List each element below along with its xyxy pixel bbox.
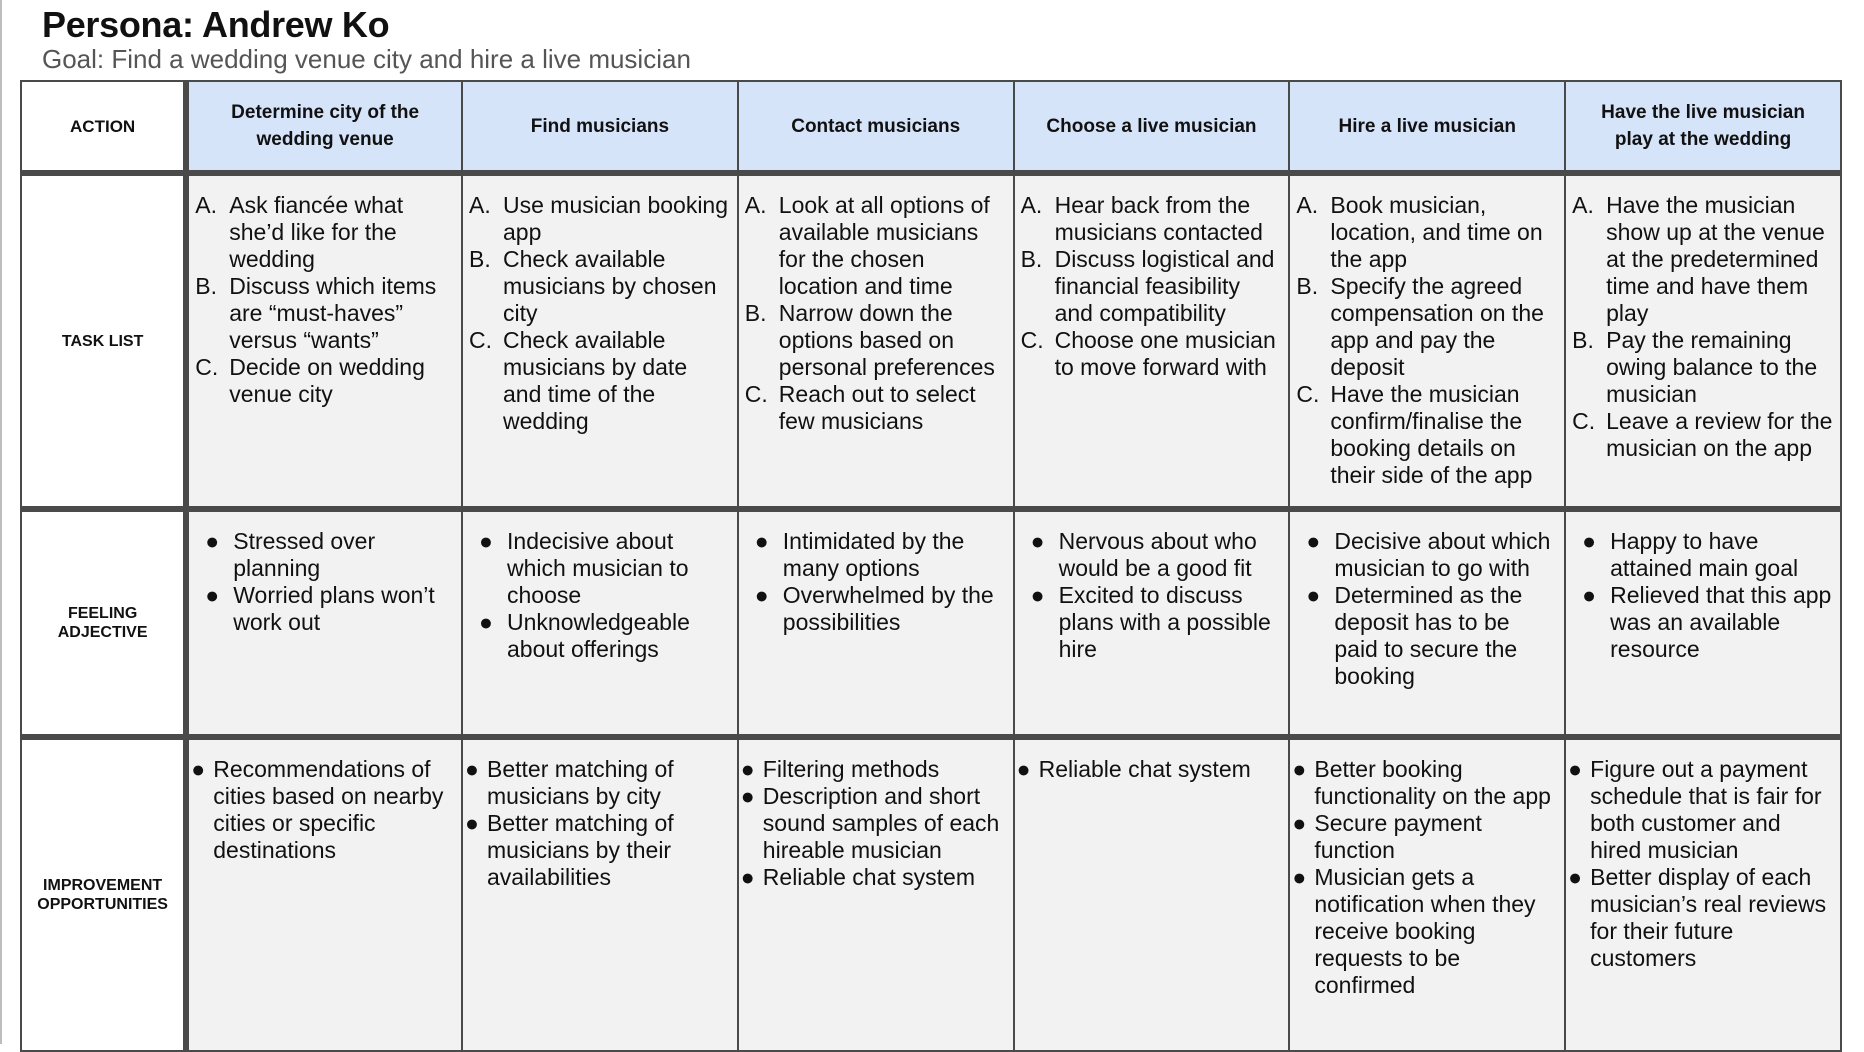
bullet-icon: ● (740, 756, 755, 782)
task-marker: C. (744, 381, 768, 407)
task-marker: C. (469, 327, 493, 353)
feeling-text: Intimidated by the many options (782, 528, 965, 581)
improvement-item (741, 864, 1007, 891)
task-text: Ask fiancée what she’d like for the wedding (229, 192, 404, 272)
stage-2-improvements (462, 737, 738, 1051)
task-item (1572, 408, 1834, 462)
improvement-text: Musician gets a notification when they receive booking requests to be confirmed (1314, 864, 1536, 998)
task-text: Decide on wedding venue city (229, 354, 425, 407)
task-item (195, 273, 455, 354)
task-text: Hear back from the musicians contacted (1054, 192, 1263, 245)
task-marker: B. (195, 273, 217, 299)
improvement-text: Better matching of musicians by their availabilities (487, 810, 674, 890)
task-item (1572, 327, 1834, 408)
feeling-text: Nervous about who would be a good fit (1058, 528, 1257, 581)
bullet-icon: ● (465, 756, 479, 782)
task-marker: B. (1296, 273, 1319, 299)
stage-5-feelings (1289, 509, 1565, 737)
task-item (1296, 192, 1558, 273)
row-label-improvement-line2: OPPORTUNITIES (37, 896, 168, 913)
stage-4-improvements (1014, 737, 1290, 1051)
task-text: Specify the agreed compensation on the app and pay the deposit (1330, 273, 1544, 380)
task-item (1021, 192, 1283, 246)
feeling-item (475, 609, 731, 663)
improvement-text: Recommendations of cities based on nearby cities or specific destinations (213, 756, 444, 863)
task-text: Discuss logistical and financial feasibility and compatibility (1054, 246, 1275, 326)
task-marker: B. (744, 300, 767, 326)
journey-map-table (20, 80, 1842, 1052)
persona-goal: Goal: Find a wedding venue city and hire a live musician (42, 44, 691, 74)
bullet-icon: ● (1568, 864, 1583, 890)
bullet-icon: ● (191, 756, 206, 782)
task-marker: B. (1020, 246, 1043, 272)
feeling-item (201, 582, 455, 636)
improvement-item (191, 756, 455, 864)
improvement-item (1568, 756, 1834, 864)
stage-1-tasks (186, 173, 462, 509)
bullet-icon: ● (479, 528, 493, 554)
stage-4-tasks (1014, 173, 1290, 509)
stage-4-action: Choose a live musician (1014, 81, 1290, 173)
task-marker: B. (1572, 327, 1594, 353)
feeling-item (1302, 528, 1558, 582)
bullet-icon: ● (1030, 582, 1045, 608)
stage-6-tasks (1565, 173, 1841, 509)
bullet-icon: ● (1582, 528, 1597, 554)
feeling-text: Excited to discuss plans with a possible hire (1058, 582, 1271, 662)
task-marker: A. (469, 192, 491, 218)
task-marker: C. (1296, 381, 1320, 407)
stage-6-action: Have the live musician play at the wedding (1565, 81, 1841, 173)
feeling-text: Relieved that this app was an available resource (1610, 582, 1832, 662)
stage-2-feelings (462, 509, 738, 737)
improvement-text: Reliable chat system (762, 864, 975, 890)
stage-2-action: Find musicians (462, 81, 738, 173)
task-text: Check available musicians by chosen city (503, 246, 717, 326)
bullet-icon: ● (754, 528, 769, 554)
feeling-item (1027, 582, 1283, 663)
stage-6-feelings (1565, 509, 1841, 737)
feeling-item (1027, 528, 1283, 582)
task-marker: C. (195, 354, 219, 380)
bullet-icon: ● (1582, 582, 1597, 608)
task-marker: A. (1572, 192, 1594, 218)
bullet-icon: ● (754, 582, 769, 608)
stage-3-feelings (738, 509, 1014, 737)
bullet-icon: ● (205, 528, 220, 554)
row-label-feeling-line2: ADJECTIVE (57, 624, 148, 641)
task-text: Reach out to select few musicians (778, 381, 976, 434)
stage-1-improvements (186, 737, 462, 1051)
improvement-item (1568, 864, 1834, 972)
stage-5-action: Hire a live musician (1289, 81, 1565, 173)
bullet-icon: ● (1030, 528, 1045, 554)
row-label-improvement-line1: IMPROVEMENT (43, 877, 163, 894)
feeling-text: Happy to have attained main goal (1610, 528, 1799, 581)
task-item (469, 327, 731, 435)
task-text: Have the musician confirm/finalise the booking details on their side of the app (1330, 381, 1533, 488)
feeling-text: Determined as the deposit has to be paid to secure the booking (1334, 582, 1523, 689)
task-item (195, 192, 455, 273)
feeling-item (1302, 582, 1558, 690)
feeling-item (1578, 582, 1834, 663)
stage-2-tasks (462, 173, 738, 509)
task-text: Check available musicians by date and time of the wedding (503, 327, 688, 434)
stage-3-tasks (738, 173, 1014, 509)
bullet-icon: ● (1568, 756, 1583, 782)
bullet-icon: ● (205, 582, 220, 608)
improvement-item (1017, 756, 1283, 783)
stage-6-improvements (1565, 737, 1841, 1051)
task-marker: A. (195, 192, 217, 218)
improvement-text: Reliable chat system (1038, 756, 1251, 782)
stage-3-action: Contact musicians (738, 81, 1014, 173)
stage-5-improvements (1289, 737, 1565, 1051)
improvement-text: Figure out a payment schedule that is fair for both customer and hired musician (1590, 756, 1822, 863)
task-text: Look at all options of available musicians for the chosen location and time (778, 192, 990, 299)
feeling-text: Indecisive about which musician to choose (507, 528, 689, 608)
improvement-item (741, 783, 1007, 864)
task-item (745, 192, 1007, 300)
bullet-icon: ● (1292, 864, 1307, 890)
feeling-text: Worried plans won’t work out (233, 582, 435, 635)
task-marker: A. (744, 192, 767, 218)
improvement-item (1292, 756, 1558, 810)
task-text: Choose one musician to move forward with (1054, 327, 1276, 380)
bullet-icon: ● (1292, 756, 1307, 782)
task-item (1572, 192, 1834, 327)
row-label-task-list: TASK LIST (21, 173, 186, 509)
improvement-text: Description and short sound samples of each hireable musician (762, 783, 1000, 863)
feeling-row (21, 509, 1841, 737)
improvement-item (741, 756, 1007, 783)
stage-5-tasks (1289, 173, 1565, 509)
task-item (1021, 246, 1283, 327)
bullet-icon: ● (1292, 810, 1307, 836)
task-item (469, 192, 731, 246)
improvement-text: Better matching of musicians by city (487, 756, 674, 809)
improvement-item (465, 810, 731, 891)
feeling-item (751, 582, 1007, 636)
improvement-row (21, 737, 1841, 1051)
row-label-feeling-line1: FEELING (67, 605, 138, 622)
task-text: Narrow down the options based on personal preferences (778, 300, 995, 380)
task-marker: C. (1572, 408, 1596, 434)
task-list-row (21, 173, 1841, 509)
bullet-icon: ● (1016, 756, 1031, 782)
feeling-item (1578, 528, 1834, 582)
feeling-item (475, 528, 731, 609)
task-text: Use musician booking app (503, 192, 729, 245)
persona-title: Persona: Andrew Ko (42, 4, 390, 45)
feeling-item (201, 528, 455, 582)
task-text: Book musician, location, and time on the app (1330, 192, 1543, 272)
row-label-improvement (21, 737, 186, 1051)
improvement-text: Secure payment function (1314, 810, 1482, 863)
task-marker: B. (469, 246, 491, 272)
improvement-text: Better booking functionality on the app (1314, 756, 1551, 809)
feeling-text: Overwhelmed by the possibilities (782, 582, 994, 635)
improvement-item (465, 756, 731, 810)
stage-3-improvements (738, 737, 1014, 1051)
task-text: Pay the remaining owing balance to the musician (1606, 327, 1818, 407)
improvement-text: Better display of each musician’s real reviews for their future customers (1590, 864, 1827, 971)
feeling-text: Stressed over planning (233, 528, 376, 581)
task-item (469, 246, 731, 327)
bullet-icon: ● (740, 783, 755, 809)
task-item (745, 381, 1007, 435)
row-label-feeling (21, 509, 186, 737)
bullet-icon: ● (1306, 582, 1321, 608)
improvement-item (1292, 810, 1558, 864)
task-item (1296, 381, 1558, 489)
improvement-text: Filtering methods (762, 756, 940, 782)
bullet-icon: ● (740, 864, 755, 890)
task-item (1021, 327, 1283, 381)
bullet-icon: ● (465, 810, 479, 836)
task-marker: C. (1020, 327, 1044, 353)
bullet-icon: ● (479, 609, 493, 635)
action-row (21, 81, 1841, 173)
task-marker: A. (1020, 192, 1043, 218)
feeling-text: Decisive about which musician to go with (1334, 528, 1551, 581)
improvement-item (1292, 864, 1558, 999)
task-item (195, 354, 455, 408)
stage-1-feelings (186, 509, 462, 737)
task-item (745, 300, 1007, 381)
stage-4-feelings (1014, 509, 1290, 737)
bullet-icon: ● (1306, 528, 1321, 554)
task-item (1296, 273, 1558, 381)
row-label-action: ACTION (21, 81, 186, 173)
feeling-item (751, 528, 1007, 582)
feeling-text: Unknowledgeable about offerings (507, 609, 690, 662)
task-marker: A. (1296, 192, 1319, 218)
task-text: Have the musician show up at the venue at the predetermined time and have them play (1606, 192, 1825, 326)
task-text: Discuss which items are “must-haves” versus “wants” (229, 273, 437, 353)
task-text: Leave a review for the musician on the app (1606, 408, 1833, 461)
page-edge-rule (0, 0, 2, 1044)
stage-1-action: Determine city of the wedding venue (186, 81, 462, 173)
